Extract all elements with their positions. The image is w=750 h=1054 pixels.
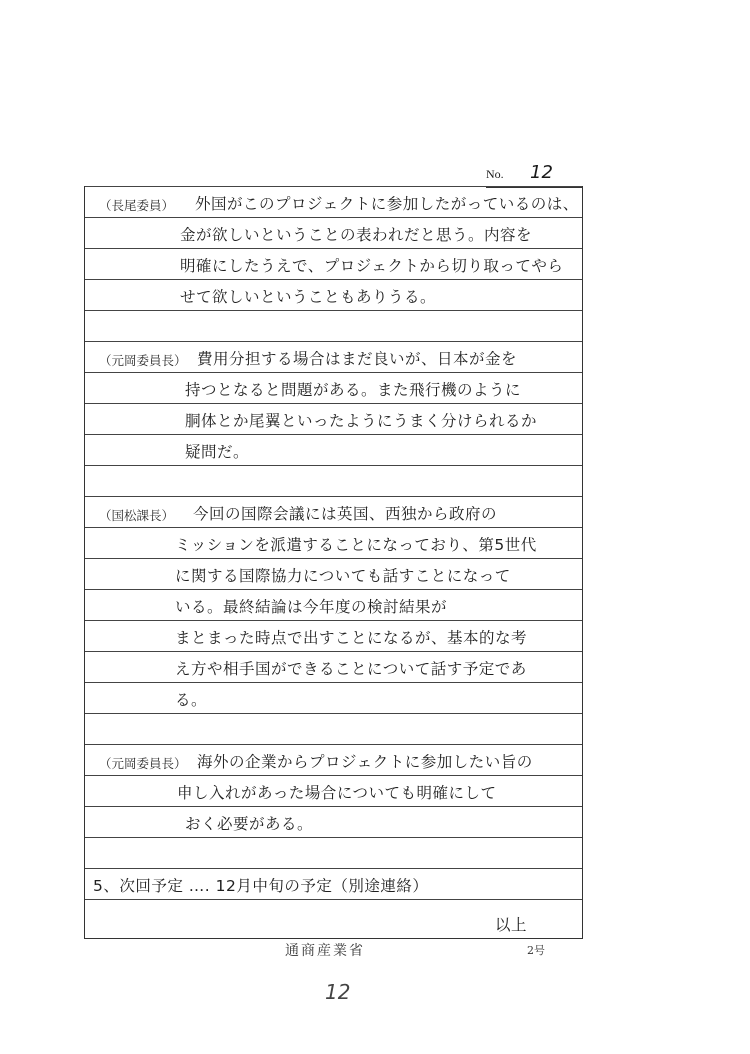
line-row-13 bbox=[85, 558, 582, 589]
line-row-8 bbox=[85, 403, 582, 434]
line-row-14 bbox=[85, 589, 582, 620]
speaker-label: （元岡委員長） bbox=[99, 353, 187, 368]
line-text: 今回の国際会議には英国、西独から政府の bbox=[193, 505, 498, 523]
speaker-label: （元岡委員長） bbox=[99, 756, 187, 771]
line-text: 5、次回予定 …. 12月中旬の予定（別途連絡） bbox=[93, 877, 429, 895]
line-text: え方や相手国ができることについて話す予定であ bbox=[175, 660, 527, 678]
line-text: 金が欲しいということの表われだと思う。内容を bbox=[180, 226, 533, 244]
line-text: 外国がこのプロジェクトに参加したがっているのは、 bbox=[195, 195, 579, 213]
line-text: に関する国際協力についても話すことになって bbox=[175, 567, 511, 585]
line-text: 費用分担する場合はまだ良いが、日本が金を bbox=[197, 350, 518, 368]
line-row-23 bbox=[85, 868, 582, 899]
department-name: 通商産業省 bbox=[285, 943, 365, 959]
line-text: まとまった時点で出すことになるが、基本的な考 bbox=[175, 629, 528, 647]
page-number-value: 12 bbox=[530, 162, 553, 183]
line-text: おく必要がある。 bbox=[185, 815, 314, 833]
line-text: 胴体とか尾翼といったようにうまく分けられるか bbox=[185, 412, 538, 430]
line-text: せて欲しいということもありうる。 bbox=[180, 288, 437, 306]
line-row-22 bbox=[85, 837, 582, 868]
speaker-label: （国松課長） bbox=[99, 508, 175, 523]
line-row-2 bbox=[85, 217, 582, 248]
line-text: いる。最終結論は今年度の検討結果が bbox=[175, 598, 448, 616]
line-row-7 bbox=[85, 372, 582, 403]
line-row-18 bbox=[85, 713, 582, 744]
page-number-stamp: 12 bbox=[325, 980, 351, 1004]
line-row-24 bbox=[85, 899, 582, 938]
speaker-label: （長尾委員） bbox=[99, 198, 175, 213]
line-text: る。 bbox=[175, 691, 208, 709]
page-number-box bbox=[486, 163, 582, 188]
line-text: 申し入れがあった場合についても明確にして bbox=[177, 784, 497, 802]
line-row-3 bbox=[85, 248, 582, 279]
line-row-15 bbox=[85, 620, 582, 651]
line-text: 疑問だ。 bbox=[185, 443, 250, 461]
line-row-20 bbox=[85, 775, 582, 806]
line-text: 持つとなると問題がある。また飛行機のように bbox=[185, 381, 522, 399]
line-row-4 bbox=[85, 279, 582, 310]
line-row-5 bbox=[85, 310, 582, 341]
line-row-10 bbox=[85, 465, 582, 496]
line-text: ミッションを派遣することになっており、第5世代 bbox=[175, 536, 537, 554]
closing-text: 以上 bbox=[495, 916, 528, 934]
line-row-6 bbox=[85, 341, 582, 372]
line-row-21 bbox=[85, 806, 582, 837]
line-row-16 bbox=[85, 651, 582, 682]
form-code: 2号 bbox=[527, 944, 545, 957]
line-row-9 bbox=[85, 434, 582, 465]
ruled-sheet bbox=[84, 186, 583, 939]
page-number-label: No. bbox=[486, 167, 504, 181]
line-row-17 bbox=[85, 682, 582, 713]
line-row-19 bbox=[85, 744, 582, 775]
line-row-12 bbox=[85, 527, 582, 558]
line-text: 海外の企業からプロジェクトに参加したい旨の bbox=[197, 753, 533, 771]
line-row-11 bbox=[85, 496, 582, 527]
line-text: 明確にしたうえで、プロジェクトから切り取ってやら bbox=[180, 257, 564, 275]
line-row-1 bbox=[85, 186, 582, 217]
